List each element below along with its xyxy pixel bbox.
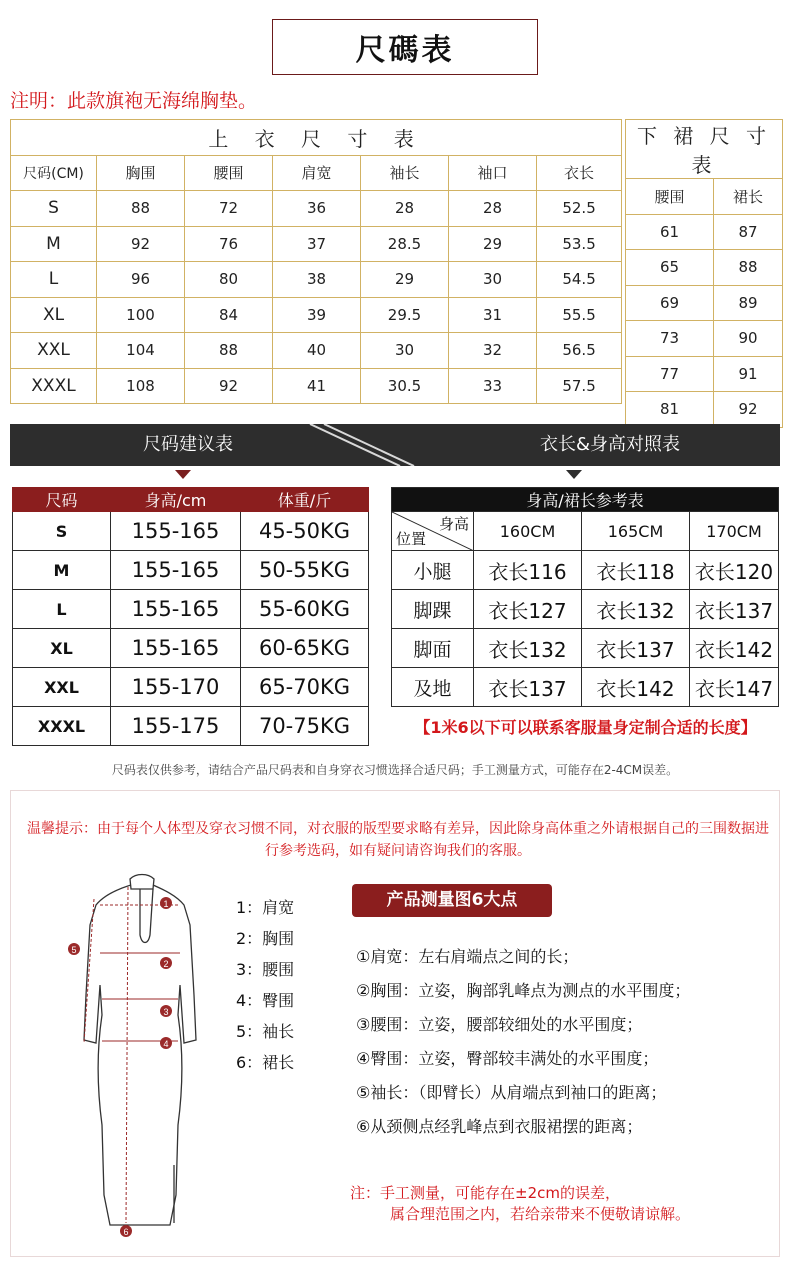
section-banner: [10, 424, 780, 466]
table-cell: 30: [449, 262, 537, 298]
column-header: 裙长: [714, 179, 783, 215]
column-header: 袖长: [361, 155, 449, 191]
skirt-table-title: 下 裙 尺 寸 表: [626, 120, 783, 179]
dress-markers: [68, 897, 172, 1237]
table-cell: 61: [626, 214, 714, 250]
table-header-row: [11, 155, 622, 191]
size-cell: XXL: [13, 668, 111, 707]
legend-item: 5：袖长: [236, 1022, 295, 1041]
size-cell: S: [13, 512, 111, 551]
corner-position-label: 位置: [396, 530, 427, 548]
table-row: [392, 629, 779, 668]
table-cell: 155-165: [111, 551, 241, 590]
column-header: 衣长: [537, 155, 622, 191]
table-cell: 50-55KG: [241, 551, 369, 590]
table-cell: 89: [714, 285, 783, 321]
table-cell: 54.5: [537, 262, 622, 298]
step-item: ⑥从颈侧点经乳峰点到衣服裙摆的距离；: [356, 1117, 643, 1136]
legend-item: 4：臀围: [236, 991, 295, 1010]
banner-right-label: 衣长&身高对照表: [539, 434, 681, 455]
table-cell: 73: [626, 321, 714, 357]
table-cell: 81: [626, 392, 714, 428]
size-cell: L: [11, 262, 97, 298]
page-title: 尺碼表: [355, 33, 455, 68]
table-cell: 30.5: [361, 368, 449, 404]
table-cell: 92: [714, 392, 783, 428]
banner-left-label: 尺码建议表: [143, 434, 233, 455]
table-header-row: [392, 512, 779, 551]
column-header: 165CM: [582, 512, 690, 551]
table-cell: 衣长142: [582, 668, 690, 707]
table-cell: 108: [97, 368, 185, 404]
table-cell: 155-165: [111, 512, 241, 551]
measurement-steps: [356, 940, 690, 1144]
column-header: 体重/斤: [241, 488, 369, 512]
size-cell: XL: [13, 629, 111, 668]
table-cell: 29: [449, 226, 537, 262]
table-cell: 90: [714, 321, 783, 357]
table-row: [13, 590, 369, 629]
table-row: [11, 368, 622, 404]
table-row: [626, 392, 783, 428]
table-cell: 65-70KG: [241, 668, 369, 707]
size-cell: S: [11, 191, 97, 227]
column-header: 尺码: [13, 488, 111, 512]
step-item: ②胸围：立姿，胸部乳峰点为测点的水平围度；: [356, 981, 691, 1000]
position-cell: 脚面: [392, 629, 474, 668]
table-cell: 28: [361, 191, 449, 227]
dress-outline: [84, 875, 196, 1226]
table-row: [13, 707, 369, 746]
marker-label: 6: [123, 1227, 129, 1237]
position-cell: 脚踝: [392, 590, 474, 629]
table-row: [11, 262, 622, 298]
size-cell: XXXL: [11, 368, 97, 404]
table-row: [11, 226, 622, 262]
table-cell: 30: [361, 333, 449, 369]
table-cell: 88: [714, 250, 783, 286]
size-cell: XL: [11, 297, 97, 333]
step-item: ①肩宽：左右肩端点之间的长；: [356, 947, 579, 966]
table-row: [626, 285, 783, 321]
table-cell: 70-75KG: [241, 707, 369, 746]
table-cell: 衣长137: [474, 668, 582, 707]
table-cell: 28: [449, 191, 537, 227]
table-row: [13, 512, 369, 551]
position-cell: 及地: [392, 668, 474, 707]
table-cell: 38: [273, 262, 361, 298]
table-cell: 69: [626, 285, 714, 321]
table-cell: 57.5: [537, 368, 622, 404]
legend-item: 3：腰围: [236, 960, 295, 979]
table-cell: 37: [273, 226, 361, 262]
marker-label: 4: [163, 1039, 169, 1049]
table-row: [13, 551, 369, 590]
table-cell: 88: [97, 191, 185, 227]
table-cell: 40: [273, 333, 361, 369]
table-cell: 29.5: [361, 297, 449, 333]
table-cell: 41: [273, 368, 361, 404]
table-cell: 衣长132: [582, 590, 690, 629]
dress-diagram: [60, 865, 220, 1245]
table-cell: 衣长120: [690, 551, 779, 590]
column-header: 腰围: [185, 155, 273, 191]
size-suggestion-table: [12, 487, 369, 746]
marker-label: 2: [163, 959, 169, 969]
table-cell: 155-165: [111, 629, 241, 668]
table-cell: 29: [361, 262, 449, 298]
legend-item: 1：肩宽: [236, 898, 295, 917]
table-cell: 80: [185, 262, 273, 298]
legend-item: 2：胸围: [236, 929, 295, 948]
table-cell: 88: [185, 333, 273, 369]
table-cell: 84: [185, 297, 273, 333]
column-header: 170CM: [690, 512, 779, 551]
table-cell: 36: [273, 191, 361, 227]
table-header-row: [626, 179, 783, 215]
table-header-row: [13, 488, 369, 512]
table-row: [13, 629, 369, 668]
table-cell: 87: [714, 214, 783, 250]
table-row: [392, 590, 779, 629]
arrow-down-icon: [566, 470, 582, 479]
table-row: [392, 551, 779, 590]
column-header: 身高/cm: [111, 488, 241, 512]
table-cell: 155-170: [111, 668, 241, 707]
table-cell: 53.5: [537, 226, 622, 262]
bottom-note-line-1: 注：手工测量，可能存在±2cm的误差，: [350, 1184, 620, 1202]
column-header: 160CM: [474, 512, 582, 551]
table-cell: 45-50KG: [241, 512, 369, 551]
table-row: [11, 191, 622, 227]
step-item: ⑤袖长：（即臂长）从肩端点到袖口的距离；: [356, 1083, 667, 1102]
table-cell: 55.5: [537, 297, 622, 333]
height-length-table: [391, 487, 779, 707]
banner-stripes: [300, 424, 440, 466]
table-cell: 32: [449, 333, 537, 369]
table-cell: 60-65KG: [241, 629, 369, 668]
table-cell: 76: [185, 226, 273, 262]
position-cell: 小腿: [392, 551, 474, 590]
table-title-row: [626, 120, 783, 179]
length-table-title: 身高/裙长参考表: [392, 488, 779, 512]
title-box: [272, 19, 538, 75]
note-text: 注明：此款旗袍无海绵胸垫。: [10, 90, 258, 112]
size-cell: XXXL: [13, 707, 111, 746]
custom-length-note: 【1米6以下可以联系客服量身定制合适的长度】: [414, 718, 757, 737]
size-cell: M: [11, 226, 97, 262]
table-cell: 72: [185, 191, 273, 227]
marker-label: 3: [163, 1007, 169, 1017]
table-cell: 衣长142: [690, 629, 779, 668]
legend-item: 6：裙长: [236, 1053, 295, 1072]
table-cell: 衣长116: [474, 551, 582, 590]
table-cell: 衣长118: [582, 551, 690, 590]
table-cell: 衣长132: [474, 629, 582, 668]
table-cell: 91: [714, 356, 783, 392]
table-cell: 28.5: [361, 226, 449, 262]
table-cell: 39: [273, 297, 361, 333]
size-cell: XXL: [11, 333, 97, 369]
marker-label: 5: [71, 945, 77, 955]
corner-height-label: 身高: [438, 515, 469, 533]
table-row: [11, 333, 622, 369]
table-cell: 31: [449, 297, 537, 333]
column-header: 肩宽: [273, 155, 361, 191]
corner-header-cell: [392, 512, 474, 551]
table-cell: 92: [97, 226, 185, 262]
table-cell: 104: [97, 333, 185, 369]
table-row: [11, 297, 622, 333]
column-header: 腰围: [626, 179, 714, 215]
size-cell: M: [13, 551, 111, 590]
table-row: [626, 250, 783, 286]
tips-text: 温馨提示：由于每个人体型及穿衣习惯不同，对衣服的版型要求略有差异，因此除身高体重之外请根据自己的三围数据进行参考选码，如有疑问请咨询我们的客服。: [27, 821, 769, 859]
table-cell: 衣长137: [690, 590, 779, 629]
table-row: [626, 214, 783, 250]
table-title-row: [11, 120, 622, 156]
top-table-title: 上 衣 尺 寸 表: [11, 120, 622, 156]
table-cell: 56.5: [537, 333, 622, 369]
table-cell: 96: [97, 262, 185, 298]
table-cell: 155-165: [111, 590, 241, 629]
measurement-legend: [236, 892, 294, 1078]
disclaimer-text: 尺码表仅供参考，请结合产品尺码表和自身穿衣习惯选择合适尺码；手工测量方式，可能存在2-4CM误差。: [111, 763, 679, 777]
column-header: 袖口: [449, 155, 537, 191]
table-cell: 衣长137: [582, 629, 690, 668]
table-row: [626, 321, 783, 357]
table-cell: 55-60KG: [241, 590, 369, 629]
table-cell: 52.5: [537, 191, 622, 227]
column-header: 尺码(CM): [11, 155, 97, 191]
table-row: [626, 356, 783, 392]
table-cell: 92: [185, 368, 273, 404]
table-cell: 155-175: [111, 707, 241, 746]
column-header: 胸围: [97, 155, 185, 191]
arrow-down-icon: [175, 470, 191, 479]
table-title-row: [392, 488, 779, 512]
table-row: [392, 668, 779, 707]
bottom-note-line-2: 属合理范围之内，若给亲带来不便敬请谅解。: [390, 1205, 691, 1223]
size-cell: L: [13, 590, 111, 629]
step-item: ③腰围：立姿，腰部较细处的水平围度；: [356, 1015, 643, 1034]
marker-label: 1: [163, 899, 169, 909]
measure-points-badge: 产品测量图6大点: [352, 884, 552, 917]
table-row: [13, 668, 369, 707]
table-cell: 77: [626, 356, 714, 392]
table-cell: 衣长127: [474, 590, 582, 629]
step-item: ④臀围：立姿，臀部较丰满处的水平围度；: [356, 1049, 659, 1068]
skirt-size-table: [625, 119, 783, 428]
table-cell: 65: [626, 250, 714, 286]
top-size-table: [10, 119, 622, 404]
table-cell: 33: [449, 368, 537, 404]
table-cell: 衣长147: [690, 668, 779, 707]
table-cell: 100: [97, 297, 185, 333]
